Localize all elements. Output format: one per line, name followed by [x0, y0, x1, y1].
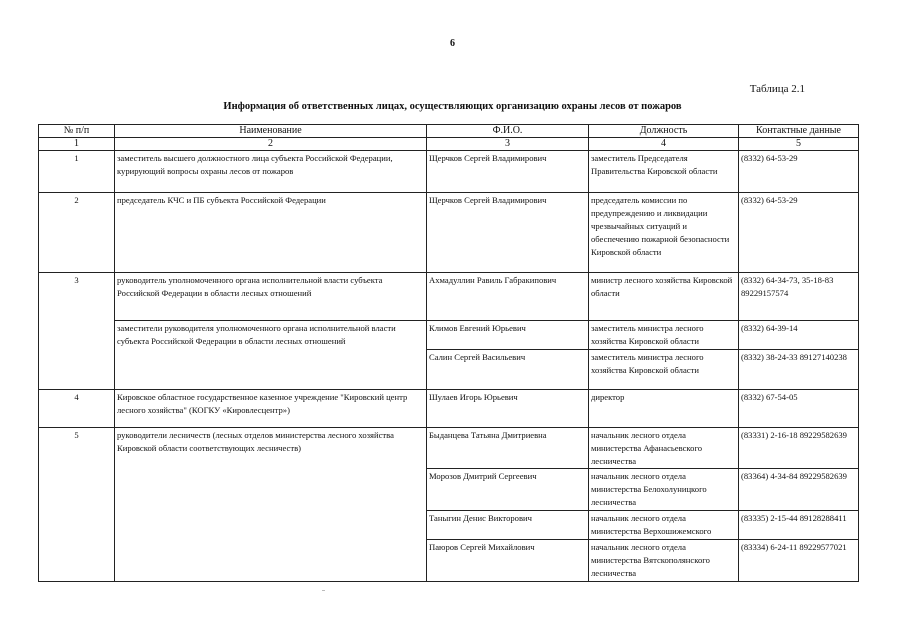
table-row [39, 321, 859, 350]
row-fio: Щерчков Сергей Владимирович [427, 193, 589, 273]
table-row [39, 151, 859, 193]
row-position: заместитель министра лесного хозяйства Кировской области [589, 321, 739, 350]
header-num: № п/п [39, 125, 115, 138]
table-label: Таблица 2.1 [749, 83, 805, 95]
row-contact: (8332) 64-53-29 [739, 193, 859, 273]
responsible-persons-table [38, 124, 859, 582]
row-number: 1 [39, 151, 115, 193]
col-number: 3 [427, 138, 589, 151]
header-position: Должность [589, 125, 739, 138]
row-fio: Быданцева Татьяна Дмитриевна [427, 427, 589, 469]
row-position: заместитель Председателя Правительства Кировской области [589, 151, 739, 193]
row-contact: (83364) 4-34-84 89229582639 [739, 469, 859, 511]
row-position: начальник лесного отдела министерства Белохолуницкого лесничества [589, 469, 739, 511]
row-contact: (83331) 2-16-18 89229582639 [739, 427, 859, 469]
scan-artifact [322, 590, 325, 591]
row-fio: Салин Сергей Васильевич [427, 349, 589, 389]
row-position: начальник лесного отдела министерства Верхошижемского [589, 511, 739, 540]
row-position: заместитель министра лесного хозяйства Кировской области [589, 349, 739, 389]
row-contact: (8332) 64-53-29 [739, 151, 859, 193]
row-contact: (8332) 38-24-33 89127140238 [739, 349, 859, 389]
row-contact: (8332) 64-34-73, 35-18-83 89229157574 [739, 273, 859, 321]
row-number: 3 [39, 273, 115, 390]
row-contact: (83334) 6-24-11 89229577021 [739, 539, 859, 581]
row-contact: (8332) 67-54-05 [739, 389, 859, 427]
table-row [39, 389, 859, 427]
row-position: министр лесного хозяйства Кировской области [589, 273, 739, 321]
header-name: Наименование [115, 125, 427, 138]
row-fio: Ахмадуллин Равиль Габракипович [427, 273, 589, 321]
column-numbers-row [39, 138, 859, 151]
col-number: 1 [39, 138, 115, 151]
col-number: 5 [739, 138, 859, 151]
row-fio: Морозов Дмитрий Сергеевич [427, 469, 589, 511]
document-title: Информация об ответственных лицах, осуществляющих организацию охраны лесов от пожаров [223, 101, 682, 112]
row-contact: (8332) 64-39-14 [739, 321, 859, 350]
row-name: Кировское областное государственное казенное учреждение "Кировский центр лесного хозяйства" (КОГКУ «Кировлесцентр») [115, 389, 427, 427]
header-row [39, 125, 859, 138]
table-row [39, 427, 859, 469]
page-number: 6 [450, 38, 455, 49]
row-contact: (83335) 2-15-44 89128288411 [739, 511, 859, 540]
row-number: 4 [39, 389, 115, 427]
row-name: руководитель уполномоченного органа исполнительной власти субъекта Российской Федерации в области лесных отношений [115, 273, 427, 321]
row-name: председатель КЧС и ПБ субъекта Российской Федерации [115, 193, 427, 273]
row-position: председатель комиссии по предупреждению и ликвидации чрезвычайных ситуаций и обеспечению пожарной безопасности Кировской области [589, 193, 739, 273]
row-fio: Таныгин Денис Викторович [427, 511, 589, 540]
row-number: 2 [39, 193, 115, 273]
header-fio: Ф.И.О. [427, 125, 589, 138]
col-number: 2 [115, 138, 427, 151]
table-row [39, 193, 859, 273]
row-position: начальник лесного отдела министерства Афанасьевского лесничества [589, 427, 739, 469]
row-name: заместитель высшего должностного лица субъекта Российской Федерации, курирующий вопросы охраны лесов от пожаров [115, 151, 427, 193]
row-position: начальник лесного отдела министерства Вятскополянского лесничества [589, 539, 739, 581]
row-name: руководители лесничеств (лесных отделов министерства лесного хозяйства Кировской области соответствующих лесничеств) [115, 427, 427, 581]
row-number: 5 [39, 427, 115, 581]
row-position: директор [589, 389, 739, 427]
col-number: 4 [589, 138, 739, 151]
row-name: заместители руководителя уполномоченного органа исполнительной власти субъекта Российской Федерации в области лесных отношений [115, 321, 427, 390]
row-fio: Щерчков Сергей Владимирович [427, 151, 589, 193]
header-contact: Контактные данные [739, 125, 859, 138]
row-fio: Шулаев Игорь Юрьевич [427, 389, 589, 427]
row-fio: Климов Евгений Юрьевич [427, 321, 589, 350]
table-row [39, 273, 859, 321]
row-fio: Паюров Сергей Михайлович [427, 539, 589, 581]
